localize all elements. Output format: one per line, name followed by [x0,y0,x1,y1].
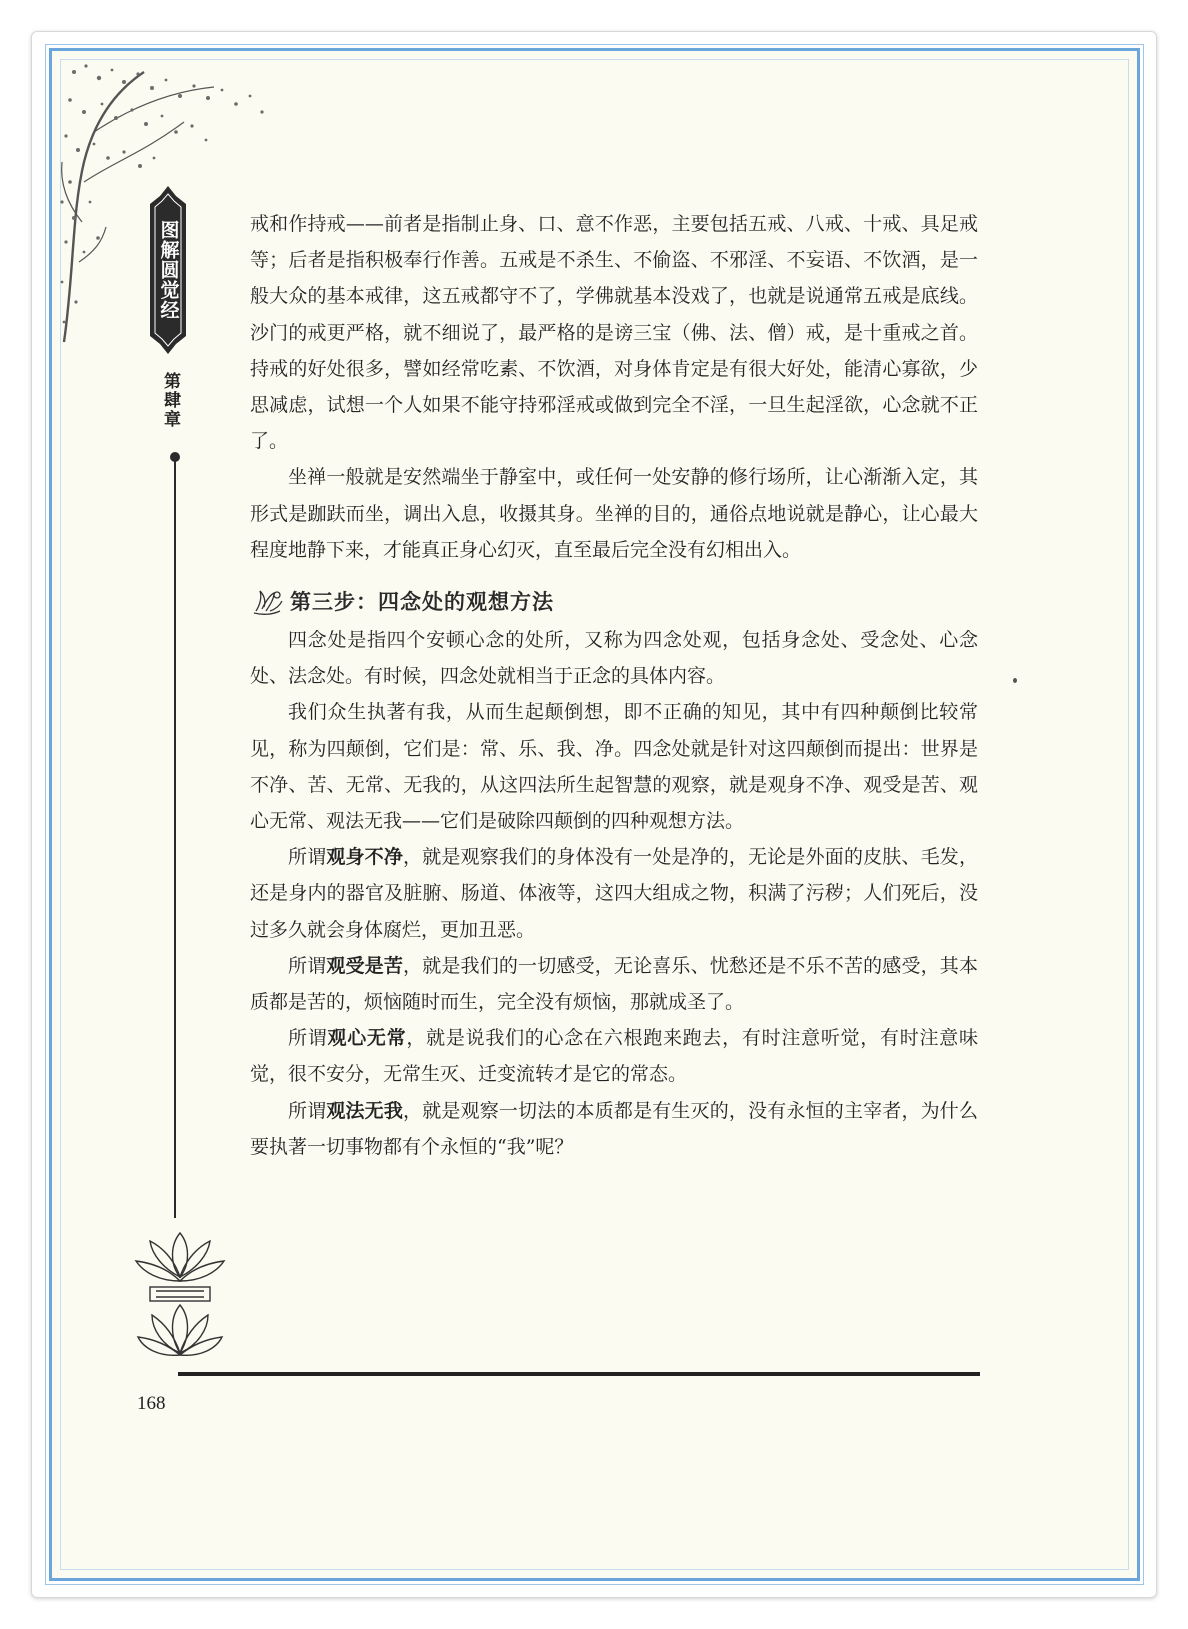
paragraph-7-rest: ，就是说我们的心念在六根跑来跑去，有时注意听觉，有时注意味觉，很不安分，无常生灭、迁变流转才是它的常态。 [250,1027,978,1086]
term-body-impure: 观身不净 [326,846,404,869]
paragraph-8 [250,1093,978,1165]
vertical-rule [174,458,176,1218]
lotus-hand-icon [250,585,286,619]
book-title: 图解圆觉经 [157,220,180,320]
section-heading-text: 第三步：四念处的观想方法 [290,588,554,614]
paragraph-1: 戒和作持戒——前者是指制止身、口、意不作恶，主要包括五戒、八戒、十戒、具足戒等；后者是指积极奉行作善。五戒是不杀生、不偷盗、不邪淫、不妄语、不饮酒，是一般大众的基本戒律，这五戒都守不了，学佛就基本没戏了，也就是说通常五戒是底线。沙门的戒更严格，就不细说了，最严格的是谤三宝（佛、法、僧）戒，是十重戒之首。持戒的好处很多，譬如经常吃素、不饮酒，对身体肯定是有很大好处，能清心寡欲，少思减虑，试想一个人如果不能守持邪淫戒或做到完全不淫，一旦生起淫欲，心念就不正了。 [250,213,978,453]
paragraph-4: 我们众生执著有我，从而生起颠倒想，即不正确的知见，其中有四种颠倒比较常见，称为四颠倒，它们是：常、乐、我、净。四念处就是针对这四颠倒而提出：世界是不净、苦、无常、无我的，从这四法所生起智慧的观察，就是观身不净、观受是苦、观心无常、观法无我——它们是破除四颠倒的四种观想方法。 [250,701,978,833]
paragraph-8-prefix: 所谓 [288,1099,327,1122]
page-number: 168 [137,1393,166,1414]
paragraph-7-prefix: 所谓 [288,1027,328,1050]
term-feeling-suffering: 观受是苦 [326,954,404,977]
body-text [250,206,978,1165]
paragraph-3: 四念处是指四个安顿心念的处所，又称为四念处观，包括身念处、受念处、心念处、法念处。有时候，四念处就相当于正念的具体内容。 [250,629,978,688]
lotus-ornament [130,1225,230,1365]
term-mind-impermanent: 观心无常 [327,1027,407,1050]
footer-rule [178,1372,980,1376]
paragraph-5-rest: ，就是观察我们的身体没有一处是净的，无论是外面的皮肤、毛发，还是身内的器官及脏腑、肠道、体液等，这四大组成之物，积满了污秽；人们死后，没过多久就会身体腐烂，更加丑恶。 [250,846,978,941]
paragraph-6-prefix: 所谓 [288,954,327,977]
section-heading [250,582,978,622]
paragraph-5-prefix: 所谓 [288,846,327,869]
ink-speck [1013,678,1017,683]
paragraph-8-rest: ，就是观察一切法的本质都是有生灭的，没有永恒的主宰者，为什么要执著一切事物都有个永恒的“我”呢？ [250,1099,978,1158]
paragraph-6 [250,948,978,1020]
paragraph-5 [250,839,978,948]
paragraph-6-rest: ，就是我们的一切感受，无论喜乐、忧愁还是不乐不苦的感受，其本质都是苦的，烦恼随时而生，完全没有烦恼，那就成圣了。 [250,954,978,1014]
paragraph-2: 坐禅一般就是安然端坐于静室中，或任何一处安静的修行场所，让心渐渐入定，其形式是跏趺而坐，调出入息，收摄其身。坐禅的目的，通俗点地说就是静心，让心最大程度地静下来，才能真正身心幻灭，直至最后完全没有幻相出入。 [250,466,978,561]
term-dharma-no-self: 观法无我 [326,1099,404,1122]
chapter-label: 第肆章 [160,372,180,429]
paragraph-7 [250,1020,978,1092]
